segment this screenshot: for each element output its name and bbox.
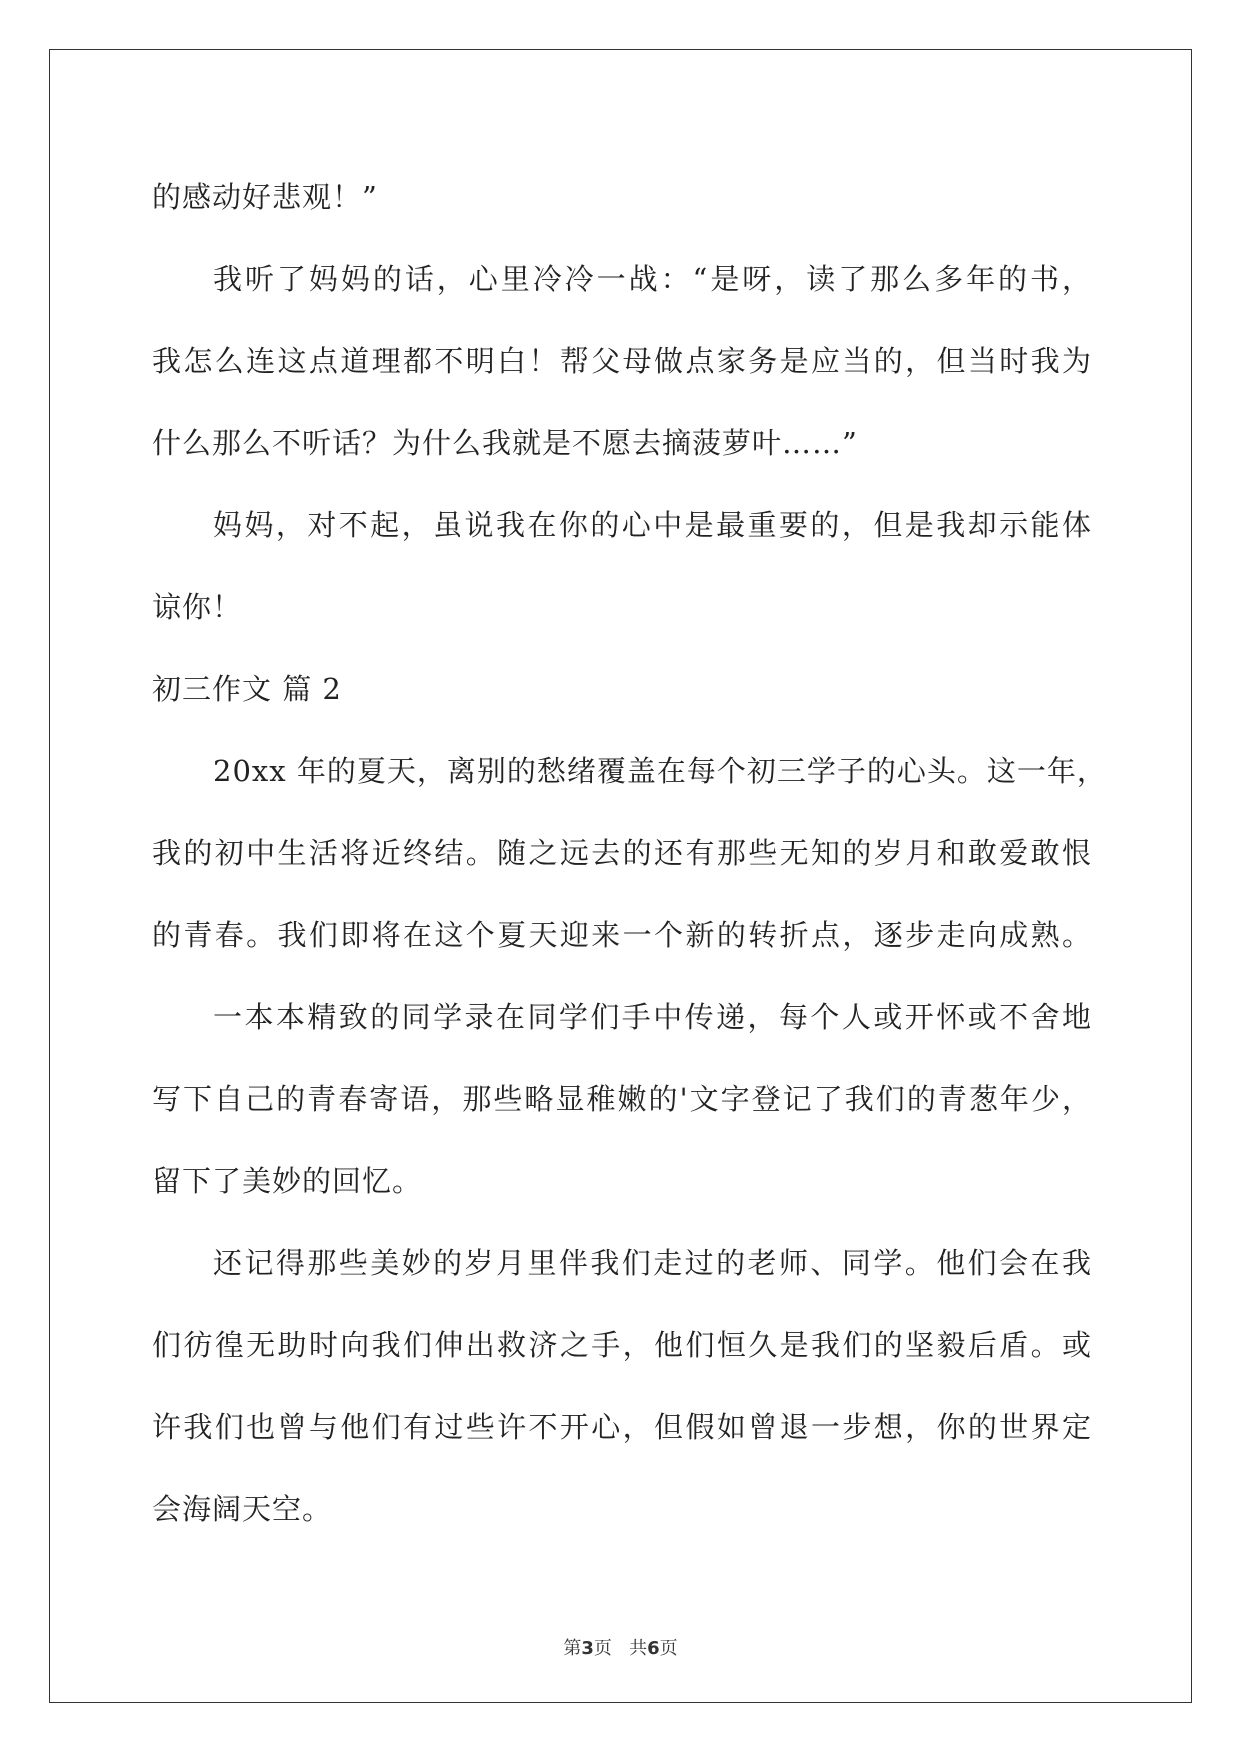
text-line-11: 一本本精致的同学录在同学们手中传递，每个人或开怀或不舍地 bbox=[213, 1000, 1092, 1034]
text-line-8: 20xx 年的夏天，离别的愁绪覆盖在每个初三学子的心头。这一年， bbox=[213, 754, 1107, 788]
page-footer bbox=[0, 1634, 1241, 1660]
text-line-12: 写下自己的青春寄语，那些略显稚嫩的'文字登记了我们的青葱年少， bbox=[152, 1082, 1092, 1116]
current-page-number: 3 bbox=[581, 1638, 594, 1659]
text-line-6: 谅你！ bbox=[152, 590, 243, 624]
text-line-4: 什么那么不听话？为什么我就是不愿去摘菠萝叶……” bbox=[152, 426, 858, 460]
text-line-15: 们彷徨无助时向我们伸出救济之手，他们恒久是我们的坚毅后盾。或 bbox=[152, 1328, 1092, 1362]
text-line-1: 的感动好悲观！” bbox=[152, 180, 378, 214]
text-line-16: 许我们也曾与他们有过些许不开心，但假如曾退一步想，你的世界定 bbox=[152, 1410, 1092, 1444]
section-heading: 初三作文 篇 2 bbox=[152, 672, 342, 706]
text-line-3: 我怎么连这点道理都不明白！帮父母做点家务是应当的，但当时我为 bbox=[152, 344, 1092, 378]
total-page-number: 6 bbox=[647, 1638, 660, 1659]
text-line-14: 还记得那些美妙的岁月里伴我们走过的老师、同学。他们会在我 bbox=[213, 1246, 1092, 1280]
text-line-10: 的青春。我们即将在这个夏天迎来一个新的转折点，逐步走向成熟。 bbox=[152, 918, 1092, 952]
footer-suffix: 页 bbox=[659, 1638, 678, 1659]
text-line-13: 留下了美妙的回忆。 bbox=[152, 1164, 423, 1198]
text-line-9: 我的初中生活将近终结。随之远去的还有那些无知的岁月和敢爱敢恨 bbox=[152, 836, 1092, 870]
footer-middle: 页 共 bbox=[593, 1638, 648, 1659]
footer-prefix: 第 bbox=[563, 1638, 582, 1659]
text-line-2: 我听了妈妈的话，心里冷冷一战：“是呀，读了那么多年的书， bbox=[213, 262, 1092, 296]
text-line-5: 妈妈，对不起，虽说我在你的心中是最重要的，但是我却示能体 bbox=[213, 508, 1092, 542]
document-body bbox=[152, 156, 1107, 1550]
text-line-17: 会海阔天空。 bbox=[152, 1492, 333, 1526]
